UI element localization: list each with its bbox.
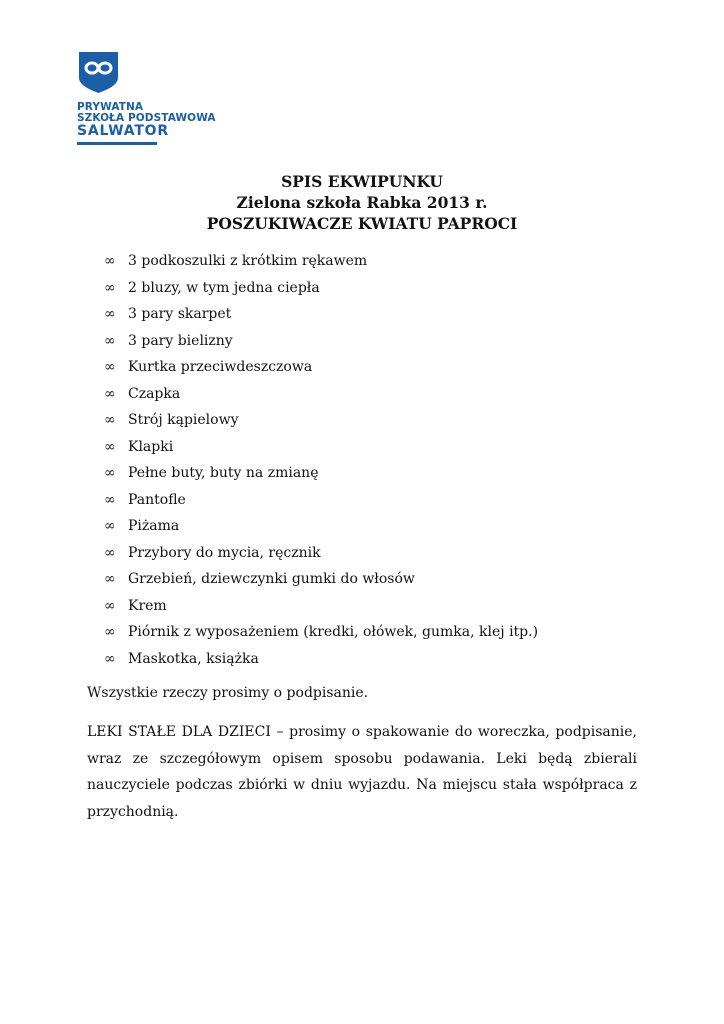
list-item-text: 3 podkoszulki z krótkim rękawem — [128, 253, 368, 269]
list-item — [104, 275, 538, 302]
list-item — [104, 381, 538, 408]
logo-underline — [77, 142, 157, 145]
medicine-note: LEKI STAŁE DLA DZIECI – prosimy o spakowanie do woreczka, podpisanie, wraz ze szczegółowym opisem sposobu podawania. Leki będą zbierali nauczyciele podczas zbiórki w dniu wyjazdu. Na miejscu stała współpraca z przychodnią. — [87, 724, 637, 820]
heading-subtitle: Zielona szkoła Rabka 2013 r. — [236, 193, 488, 212]
list-item-text: Grzebień, dziewczynki gumki do włosów — [128, 571, 415, 587]
list-item-text: Przybory do mycia, ręcznik — [128, 544, 321, 561]
list-item-text: Klapki — [128, 438, 174, 455]
infinity-bullet-icon: ∞ — [104, 438, 116, 455]
infinity-bullet-icon: ∞ — [104, 571, 116, 587]
list-item-text: 2 bluzy, w tym jedna ciepła — [128, 279, 320, 296]
infinity-bullet-icon: ∞ — [104, 597, 116, 614]
infinity-bullet-icon: ∞ — [104, 332, 116, 349]
list-item — [104, 248, 538, 275]
list-item-text: 3 pary bielizny — [128, 332, 233, 349]
heading-theme: POSZUKIWACZE KWIATU PAPROCI — [206, 214, 518, 233]
infinity-bullet-icon: ∞ — [104, 491, 116, 508]
heading-title: SPIS EKWIPUNKU — [281, 172, 443, 191]
logo-line-3: SALWATOR — [77, 123, 169, 139]
list-item — [104, 487, 538, 514]
list-item-text: Pantofle — [128, 491, 186, 508]
shield-infinity-icon — [77, 50, 120, 95]
label-note: Wszystkie rzeczy prosimy o podpisanie. — [87, 685, 369, 701]
list-item-text: Maskotka, książka — [128, 650, 259, 667]
infinity-bullet-icon: ∞ — [104, 412, 116, 428]
infinity-bullet-icon: ∞ — [104, 465, 116, 481]
logo-line-2: SZKOŁA PODSTAWOWA — [77, 112, 216, 124]
list-item — [104, 328, 538, 355]
list-item-text: 3 pary skarpet — [128, 306, 232, 322]
list-item — [104, 513, 538, 540]
infinity-bullet-icon: ∞ — [104, 518, 116, 534]
list-item — [104, 460, 538, 487]
list-item — [104, 566, 538, 593]
list-item-text: Krem — [128, 597, 167, 614]
list-item — [104, 646, 538, 673]
infinity-bullet-icon: ∞ — [104, 385, 116, 402]
document-heading — [0, 171, 724, 234]
infinity-bullet-icon: ∞ — [104, 544, 116, 561]
list-item-text: Czapka — [128, 385, 181, 402]
infinity-bullet-icon: ∞ — [104, 279, 116, 296]
list-item-text: Kurtka przeciwdeszczowa — [128, 359, 313, 375]
list-item-text: Strój kąpielowy — [128, 412, 239, 428]
list-item-text: Piżama — [128, 518, 180, 534]
infinity-bullet-icon: ∞ — [104, 359, 116, 375]
infinity-bullet-icon: ∞ — [104, 624, 116, 640]
list-item — [104, 407, 538, 434]
infinity-bullet-icon: ∞ — [104, 650, 116, 667]
logo-line-1: PRYWATNA — [77, 101, 144, 113]
list-item — [104, 593, 538, 620]
list-item — [104, 354, 538, 381]
school-logo — [77, 50, 216, 145]
list-item — [104, 540, 538, 567]
list-item — [104, 619, 538, 646]
list-item-text: Piórnik z wyposażeniem (kredki, ołówek, gumka, klej itp.) — [128, 624, 539, 640]
list-item-text: Pełne buty, buty na zmianę — [128, 465, 319, 481]
infinity-bullet-icon: ∞ — [104, 253, 116, 269]
list-item — [104, 434, 538, 461]
list-item — [104, 301, 538, 328]
infinity-bullet-icon: ∞ — [104, 306, 116, 322]
equipment-list — [104, 248, 538, 672]
